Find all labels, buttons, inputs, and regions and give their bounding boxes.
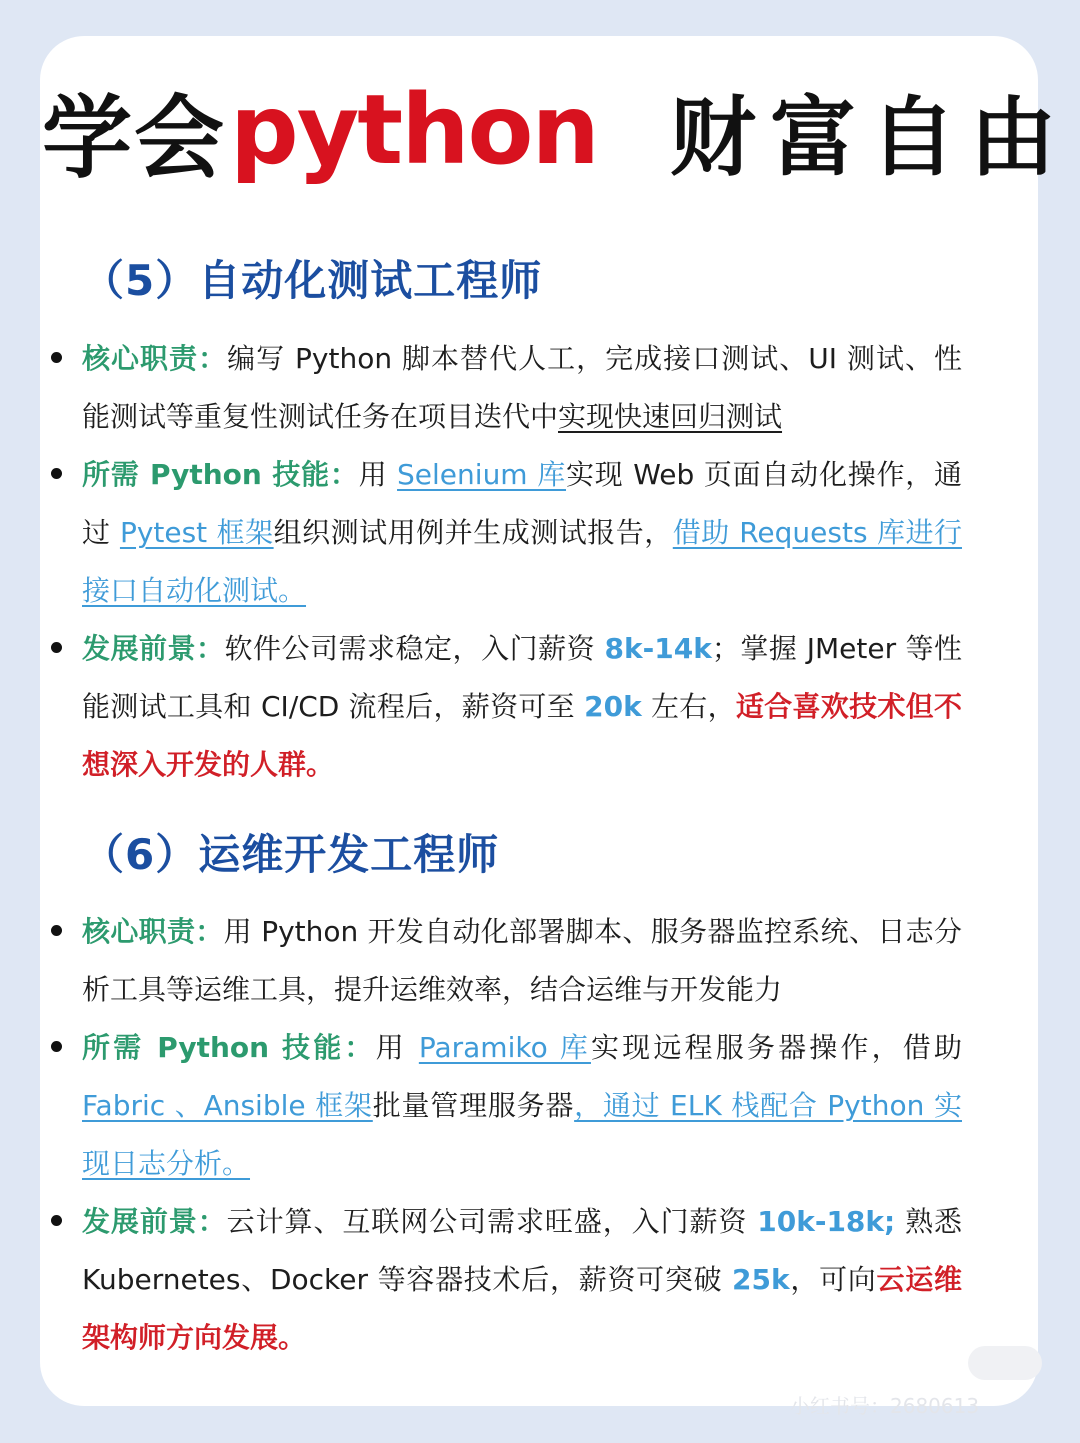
- bullet-text: [82, 903, 962, 1019]
- watermark: 小红书号：2680613: [790, 1394, 980, 1418]
- bullet-body: 软件公司需求稳定，入门薪资: [224, 632, 605, 665]
- bullet-body: ，可向: [789, 1263, 877, 1296]
- section-heading-6: （6）运维开发工程师: [82, 830, 500, 879]
- bullet-body: 熟悉 Kubernetes、Docker 等容器技术后，薪资可突破: [82, 1205, 962, 1296]
- watermark-logo-icon: [968, 1346, 1042, 1380]
- bullet-body: 用: [358, 458, 398, 491]
- bullet-text: [82, 1193, 962, 1367]
- bullet-body: 用: [375, 1031, 419, 1064]
- link-elk[interactable]: ，通过 ELK 栈配合 Python 实现日志分析。: [82, 1089, 962, 1180]
- bullet-body: 实现 Web 页面自动化操作，通过: [82, 458, 962, 549]
- list-item-core-duties-6: [56, 903, 962, 1019]
- salary-max: 25k: [732, 1263, 790, 1296]
- bullet-dot: [51, 468, 62, 479]
- bullet-body: 组织测试用例并生成测试报告，: [273, 516, 673, 549]
- bullet-label: 核心职责：: [82, 342, 228, 375]
- bullet-dot: [51, 642, 62, 653]
- bullet-text: [82, 330, 962, 446]
- list-item-core-duties-5: [56, 330, 962, 446]
- list-item-prospects-6: [56, 1193, 962, 1367]
- emphasis-text: 适合喜欢技术但不想深入开发的人群。: [82, 690, 962, 781]
- bullet-body: 编写 Python 脚本替代人工，完成接口测试、UI 测试、性能测试等重复性测试任务在项目迭代中: [82, 342, 962, 433]
- list-item-skills-6: [56, 1019, 962, 1193]
- bullet-dot: [51, 352, 62, 363]
- link-selenium[interactable]: Selenium 库: [397, 458, 567, 491]
- bullet-body: 批量管理服务器: [372, 1089, 575, 1122]
- title-part-3: 财富自由: [669, 88, 1070, 188]
- bullet-body: 用 Python 开发自动化部署脚本、服务器监控系统、日志分析工具等运维工具，提升运维效率，结合运维与开发能力: [82, 915, 962, 1006]
- bullet-label: 发展前景：: [82, 1205, 227, 1238]
- list-item-skills-5: [56, 446, 962, 620]
- salary-max: 20k: [584, 690, 642, 723]
- title-part-1: 学会: [42, 86, 226, 191]
- salary-entry: 8k-14k: [604, 632, 712, 665]
- link-pytest[interactable]: Pytest 框架: [119, 516, 274, 549]
- bullet-text: [82, 1019, 962, 1193]
- underlined-text: 实现快速回归测试: [558, 400, 783, 433]
- bullet-label: 核心职责：: [82, 915, 224, 948]
- emphasis-text: 云运维架构师方向发展。: [82, 1263, 962, 1354]
- bullet-text: [82, 446, 962, 620]
- page-title: [42, 60, 1070, 200]
- title-part-2: python: [230, 74, 598, 186]
- salary-entry: 10k-18k;: [757, 1205, 896, 1238]
- list-item-prospects-5: [56, 620, 962, 794]
- link-requests[interactable]: 借助 Requests 库进行接口自动化测试。: [82, 516, 962, 607]
- section-heading-5: （5）自动化测试工程师: [82, 256, 543, 305]
- bullet-body: ；掌握 JMeter 等性能测试工具和 CI/CD 流程后，薪资可至: [82, 632, 962, 723]
- bullet-body: 实现远程服务器操作，借助: [590, 1031, 962, 1064]
- bullet-label: 所需 Python 技能：: [82, 1031, 376, 1064]
- link-fabric-ansible[interactable]: Fabric 、Ansible 框架: [82, 1089, 373, 1122]
- bullet-text: [82, 620, 962, 794]
- bullet-body: 云计算、互联网公司需求旺盛，入门薪资: [226, 1205, 758, 1238]
- bullet-label: 发展前景：: [82, 632, 225, 665]
- bullet-label: 所需 Python 技能：: [82, 458, 359, 491]
- link-paramiko[interactable]: Paramiko 库: [418, 1031, 591, 1064]
- bullet-body: 左右，: [641, 690, 736, 723]
- bullet-dot: [51, 925, 62, 936]
- bullet-dot: [51, 1041, 62, 1052]
- bullet-dot: [51, 1215, 62, 1226]
